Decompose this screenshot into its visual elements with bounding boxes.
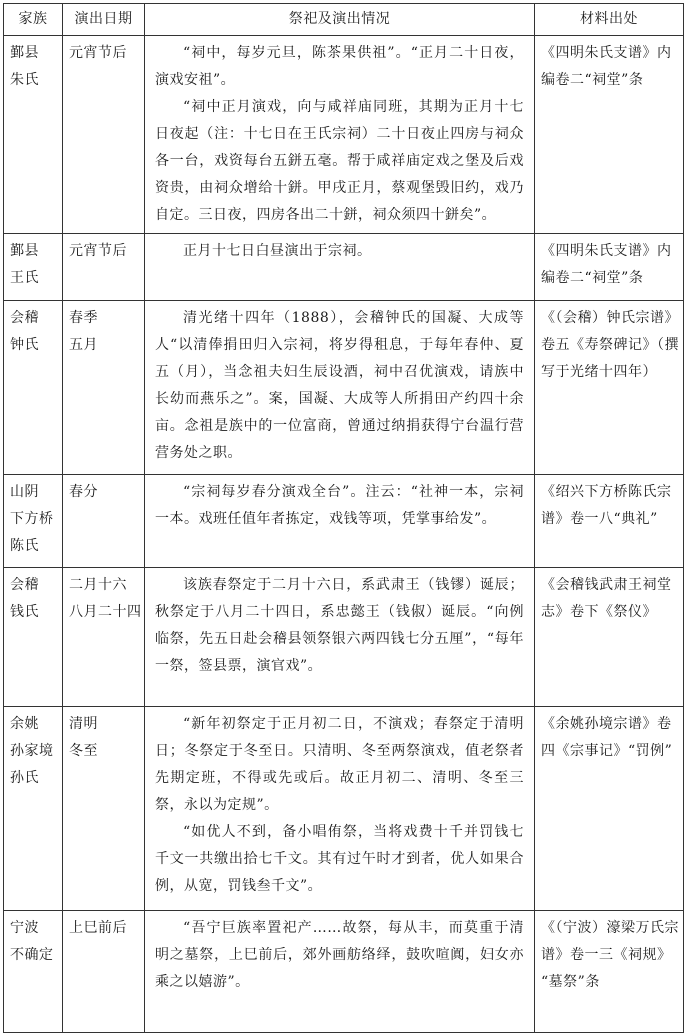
date-line: 春季 [69, 310, 98, 326]
desc-paragraph: “如优人不到，备小唱侑祭，当将戏费十千并罚钱七千文一共缴出拾七千文。其有过午时才到者，优人如果合例，从宽，罚钱叁千文”。 [155, 824, 524, 894]
date-line: 春分 [69, 484, 98, 500]
clan-line: 钟氏 [10, 337, 39, 353]
desc-paragraph: 该族春祭定于二月十六日，系武肃王（钱镠）诞辰；秋祭定于八月二十四日，系忠懿王（钱俶）诞辰。“向例临祭，先五日赴会稽县领祭银六两四钱七分五厘”，“每年一祭，签县票，演官戏”。 [155, 577, 524, 674]
header-row [4, 4, 684, 36]
date-cell [63, 301, 145, 475]
date-line: 五月 [69, 337, 98, 353]
source-line: 谱》卷一八“典礼” [541, 511, 658, 527]
desc-paragraph: “宗祠每岁春分演戏全台”。注云：“社神一本，宗祠一本。戏班任值年者拣定，戏钱等项，凭掌事给发”。 [155, 484, 524, 527]
source-cell [535, 234, 684, 301]
desc-cell [145, 568, 535, 707]
source-line: 卷五《寿祭碑记》（撰 [541, 337, 679, 353]
table-row [4, 568, 684, 707]
date-line: 二月十六 [69, 577, 127, 593]
source-line: 志》卷下《祭仪》 [541, 604, 657, 620]
desc-cell [145, 475, 535, 568]
desc-paragraph: 清光绪十四年（1888），会稽钟氏的国凝、大成等人“以清俸捐田归入宗祠，将岁得租息，于每年春仲、夏五（月），当念祖夫妇生辰设酒，祠中召优演戏，请族中长幼而燕乐之”。案，国凝、大成等人所捐田产约四十余亩。念祖是族中的一位富商，曾通过纳捐获得宁台温行营营务处之职。 [155, 310, 524, 461]
desc-cell [145, 911, 535, 1033]
source-cell [535, 36, 684, 234]
source-cell [535, 301, 684, 475]
clan-line: 余姚 [10, 716, 39, 732]
clan-line: 鄞县 [10, 243, 39, 259]
desc-paragraph: “祠中，每岁元旦，陈茶果供祖”。“正月二十日夜，演戏安祖”。 [155, 45, 524, 88]
clan-cell [4, 707, 63, 911]
source-line: 《四明朱氏支谱》内 [541, 243, 672, 259]
date-cell [63, 234, 145, 301]
source-line: 编卷二“祠堂”条 [541, 72, 644, 88]
source-line: 编卷二“祠堂”条 [541, 270, 644, 286]
clan-line: 钱氏 [10, 604, 39, 620]
clan-line: 王氏 [10, 270, 39, 286]
clan-line: 山阴 [10, 484, 39, 500]
header-date: 演出日期 [63, 4, 145, 36]
source-cell [535, 475, 684, 568]
source-line: 《四明朱氏支谱》内 [541, 45, 672, 61]
desc-paragraph: “新年初祭定于正月初二日，不演戏；春祭定于清明日；冬祭定于冬至日。只清明、冬至两祭演戏，值老祭者先期定班，不得或先或后。故正月初二、清明、冬至三祭，永以为定规”。 [155, 716, 524, 813]
desc-cell [145, 36, 535, 234]
clan-line: 会稽 [10, 310, 39, 326]
desc-paragraph: “祠中正月演戏，向与咸祥庙同班，其期为正月十七日夜起（注：十七日在王氏宗祠）二十日夜止四房与祠众各一台，戏资每台五鉼五毫。帮于咸祥庙定戏之堡及后戏资贵，由祠众增给十鉼。甲戌正月，蔡观堡毁旧约，戏乃自定。三日夜，四房各出二十鉼，祠众须四十鉼矣”。 [155, 99, 524, 223]
clan-cell [4, 234, 63, 301]
clan-line: 宁波 [10, 920, 39, 936]
table-row [4, 475, 684, 568]
date-line: 冬至 [69, 743, 98, 759]
table-row [4, 911, 684, 1033]
clan-line: 鄞县 [10, 45, 39, 61]
table-row [4, 301, 684, 475]
date-cell [63, 568, 145, 707]
header-desc: 祭祀及演出情况 [145, 4, 535, 36]
source-line: 《余姚孙境宗谱》卷 [541, 716, 672, 732]
clan-cell [4, 911, 63, 1033]
source-cell [535, 707, 684, 911]
desc-cell [145, 707, 535, 911]
desc-paragraph: 正月十七日白昼演出于宗祠。 [183, 243, 372, 259]
clan-cell [4, 568, 63, 707]
table-row [4, 234, 684, 301]
clan-opera-table [3, 3, 684, 1033]
clan-cell [4, 301, 63, 475]
header-source: 材料出处 [535, 4, 684, 36]
source-line: 《（宁波）濠梁万氏宗 [541, 920, 679, 936]
source-line: 谱》卷一三《祠规》 [541, 947, 672, 963]
clan-line: 朱氏 [10, 72, 39, 88]
clan-cell [4, 36, 63, 234]
table-row [4, 36, 684, 234]
date-cell [63, 475, 145, 568]
date-cell [63, 707, 145, 911]
date-line: 元宵节后 [69, 45, 127, 61]
source-cell [535, 568, 684, 707]
clan-line: 会稽 [10, 577, 39, 593]
clan-line: 不确定 [10, 947, 54, 963]
date-cell [63, 911, 145, 1033]
source-line: 《会稽钱武肃王祠堂 [541, 577, 672, 593]
date-line: 元宵节后 [69, 243, 127, 259]
source-line: 《绍兴下方桥陈氏宗 [541, 484, 672, 500]
source-line: 四《宗事记》“罚例” [541, 743, 673, 759]
clan-line: 孙氏 [10, 770, 39, 786]
clan-cell [4, 475, 63, 568]
source-cell [535, 911, 684, 1033]
date-line: 上巳前后 [69, 920, 127, 936]
date-cell [63, 36, 145, 234]
source-line: “墓祭”条 [541, 974, 600, 990]
date-line: 清明 [69, 716, 98, 732]
desc-cell [145, 301, 535, 475]
desc-cell [145, 234, 535, 301]
date-line: 八月二十四 [69, 604, 142, 620]
table-row [4, 707, 684, 911]
desc-paragraph: “吾宁巨族率置祀产……故祭，每从丰，而莫重于清明之墓祭，上巳前后，郊外画舫络绎，鼓吹喧阗，妇女亦乘之以嬉游”。 [155, 920, 524, 990]
source-line: 《（会稽）钟氏宗谱》 [541, 310, 679, 326]
source-line: 写于光绪十四年） [541, 364, 657, 380]
header-clan: 家族 [4, 4, 63, 36]
clan-line: 陈氏 [10, 538, 39, 554]
clan-line: 下方桥 [10, 511, 54, 527]
clan-line: 孙家境 [10, 743, 54, 759]
